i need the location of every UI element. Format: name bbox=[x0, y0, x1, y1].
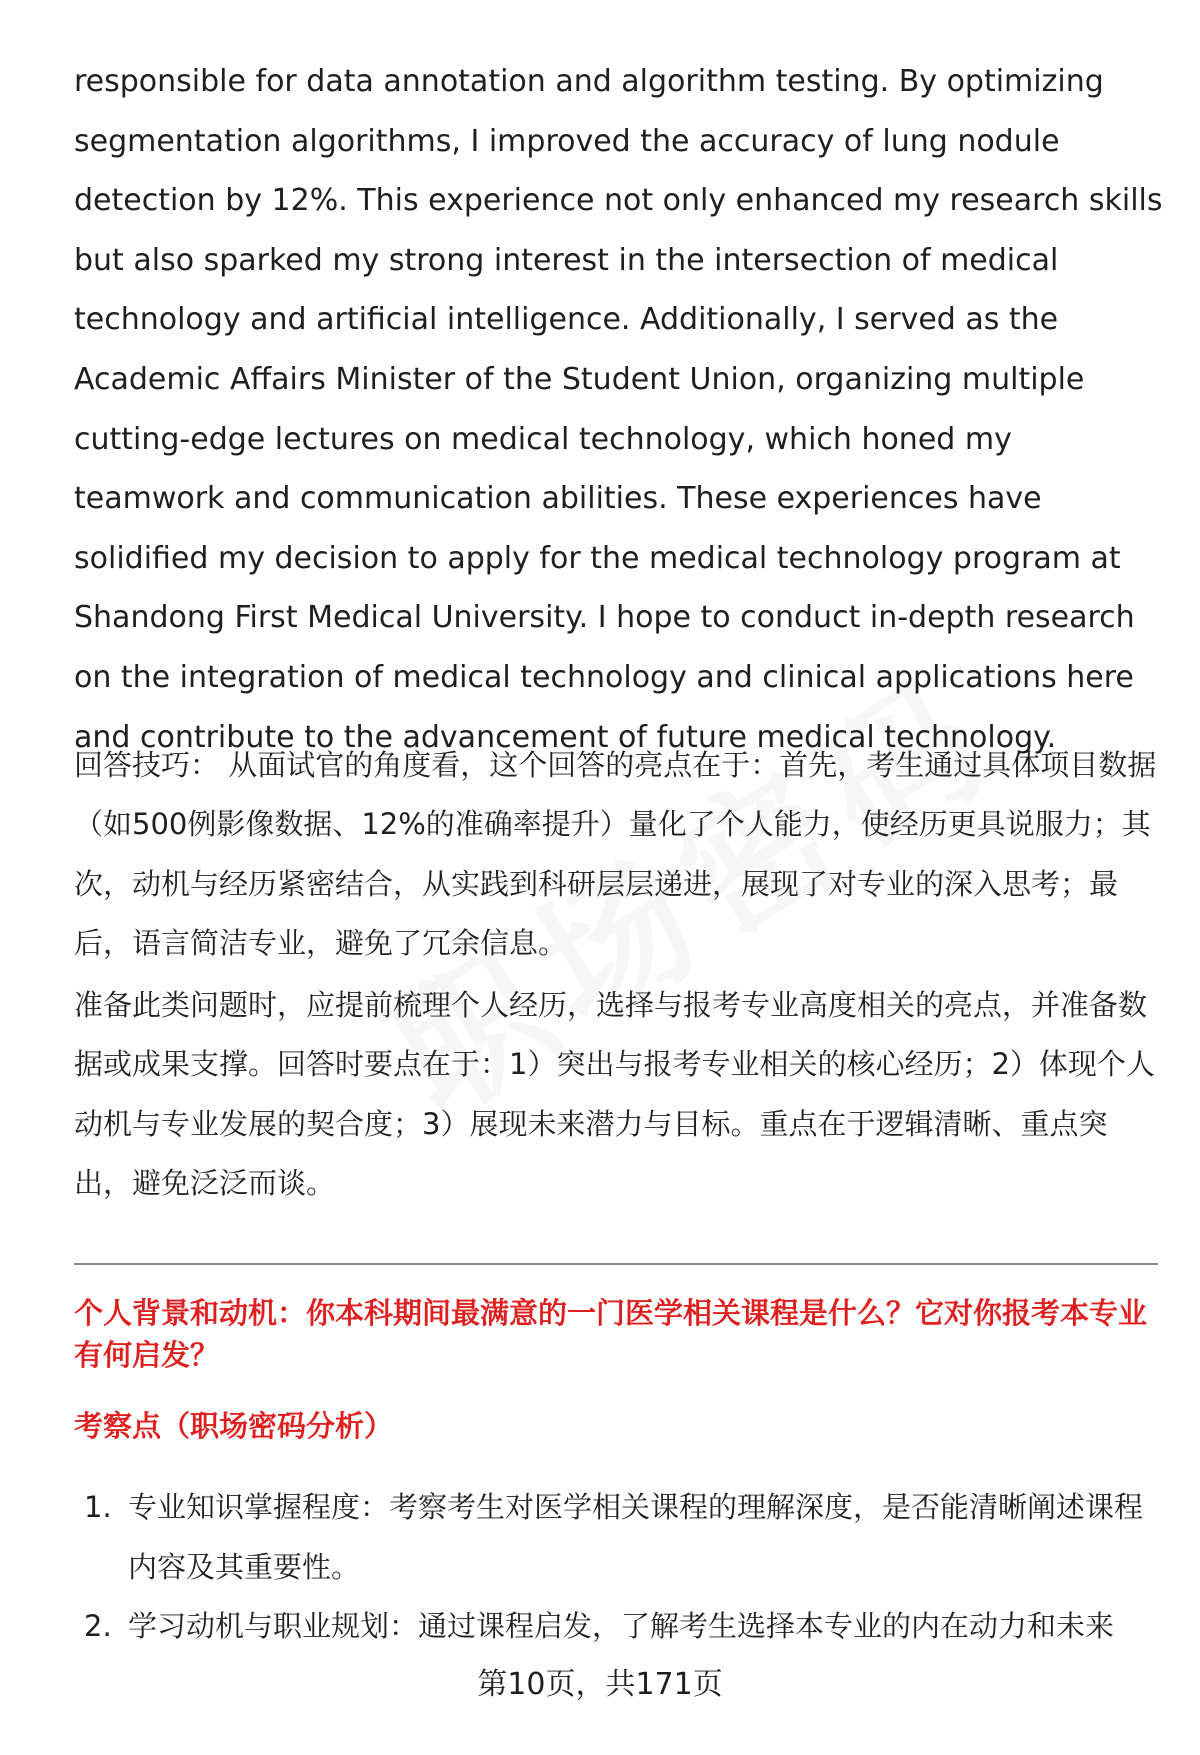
list-item-text: 专业知识掌握程度：考察考生对医学相关课程的理解深度，是否能清晰阐述课程内容及其重要性。 bbox=[128, 1490, 1144, 1584]
assessment-points-list bbox=[74, 1478, 1164, 1657]
list-item-number: 2. bbox=[84, 1609, 112, 1643]
list-item-text: 学习动机与职业规划：通过课程启发，了解考生选择本专业的内在动力和未来 bbox=[128, 1609, 1115, 1643]
answer-tips-paragraph: 回答技巧： 从面试官的角度看，这个回答的亮点在于：首先，考生通过具体项目数据（如500例影像数据、12%的准确率提升）量化了个人能力，使经历更具说服力；其次，动机与经历紧密结合，从实践到科研层层递进，展现了对专业的深入思考；最后，语言简洁专业，避免了冗余信息。 bbox=[74, 748, 1157, 961]
page-number-footer: 第10页，共171页 bbox=[477, 1667, 723, 1702]
list-item bbox=[74, 1597, 1164, 1657]
english-answer-paragraph: responsible for data annotation and algorithm testing. By optimizing segmentation algorithms, I improved the accuracy of lung nodule detection by 12%. This experience not only enhanced my research skills but also sparked my strong interest in the intersection of medical technology and artificial intelligence. Additionally, I served as the Academic Affairs Minister of the Student Union, organizing multiple cutting-edge lectures on medical technology, which honed my teamwork and communication abilities. These experiences have solidified my decision to apply for the medical technology program at Shandong First Medical University. I hope to conduct in-depth research on the integration of medical technology and clinical applications here and contribute to the advancement of future medical technology. bbox=[74, 64, 1163, 755]
preparation-advice-paragraph: 准备此类问题时，应提前梳理个人经历，选择与报考专业高度相关的亮点，并准备数据或成果支撑。回答时要点在于：1）突出与报考专业相关的核心经历；2）体现个人动机与专业发展的契合度；3）展现未来潜力与目标。重点在于逻辑清晰、重点突出，避免泛泛而谈。 bbox=[74, 988, 1155, 1201]
section-divider bbox=[74, 1263, 1158, 1265]
list-item-number: 1. bbox=[84, 1490, 112, 1524]
assessment-points-heading: 考察点（职场密码分析） bbox=[74, 1409, 394, 1443]
question-heading: 个人背景和动机：你本科期间最满意的一门医学相关课程是什么？它对你报考本专业有何启发？ bbox=[74, 1296, 1148, 1372]
list-item bbox=[74, 1478, 1164, 1597]
